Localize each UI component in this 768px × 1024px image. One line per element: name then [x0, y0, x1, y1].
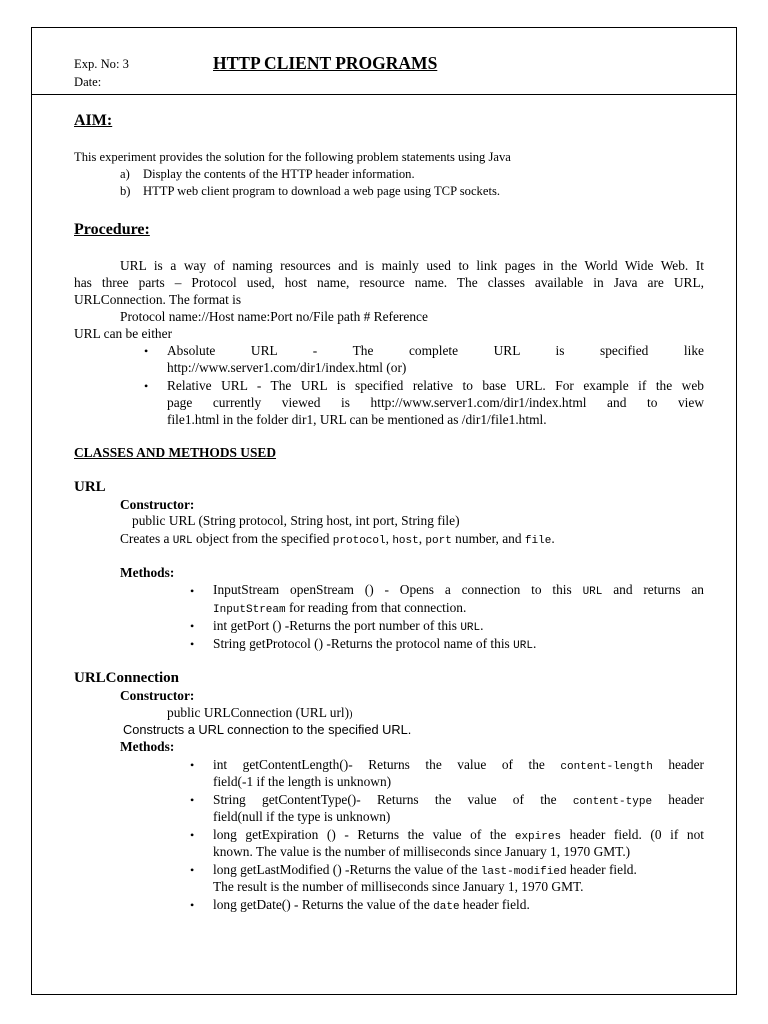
method-getexpiration-line2: known. The value is the number of milliseconds since January 1, 1970 GMT.): [213, 844, 631, 859]
url-heading: URL: [74, 479, 106, 495]
bullet-dot: •: [190, 584, 195, 598]
method-getcontentlength-line1: int getContentLength()- Returns the value of the content-length header: [213, 757, 704, 773]
url-constructor-label: Constructor:: [120, 497, 195, 512]
urlconnection-constructs: Constructs a URL connection to the specified URL.: [123, 722, 412, 737]
urlconnection-methods-label: Methods:: [120, 739, 175, 754]
procedure-heading: Procedure:: [74, 221, 150, 238]
aim-item-b-marker: b): [120, 184, 131, 198]
method-openstream-line1: InputStream openStream () - Opens a connection to this URL and returns an: [213, 582, 704, 598]
bullet-dot: •: [190, 828, 195, 842]
bullet-relative-line: file1.html in the folder dir1, URL can be mentioned as /dir1/file1.html.: [167, 412, 547, 427]
procedure-para-line: URL is a way of naming resources and is mainly used to link pages in the World Wide Web. It: [120, 258, 704, 273]
method-openstream-line2: InputStream for reading from that connection.: [213, 600, 467, 616]
bullet-dot: •: [144, 379, 149, 393]
method-getcontentlength-line2: field(-1 if the length is unknown): [213, 774, 392, 789]
bullet-dot: •: [190, 898, 195, 912]
aim-heading: AIM:: [74, 112, 113, 129]
method-getprotocol: String getProtocol () -Returns the protocol name of this URL.: [213, 636, 537, 652]
urlconnection-heading: URLConnection: [74, 670, 180, 686]
url-creates-description: Creates a URL object from the specified protocol, host, port number, and file.: [120, 531, 555, 547]
procedure-para-line: has three parts – Protocol used, host name, resource name. The classes available in Java are URL,: [74, 275, 704, 290]
date-label: Date:: [74, 75, 102, 89]
method-getlastmodified-line1: long getLastModified () -Returns the value of the last-modified header field.: [213, 862, 637, 878]
bullet-dot: •: [190, 637, 195, 651]
method-getexpiration-line1: long getExpiration () - Returns the value of the expires header field. (0 if not: [213, 827, 704, 843]
url-either: URL can be either: [74, 326, 173, 341]
bullet-dot: •: [190, 863, 195, 877]
method-getdate: long getDate() - Returns the value of the date header field.: [213, 897, 530, 913]
method-getport: int getPort () -Returns the port number of this URL.: [213, 618, 484, 634]
method-getcontenttype-line1: String getContentType()- Returns the value of the content-type header: [213, 792, 704, 808]
bullet-relative-line: Relative URL - The URL is specified relative to base URL. For example if the web: [167, 378, 704, 393]
urlconnection-constructor-label: Constructor:: [120, 688, 195, 703]
aim-item-b: HTTP web client program to download a web page using TCP sockets.: [143, 184, 500, 198]
bullet-dot: •: [190, 758, 195, 772]
bullet-dot: •: [144, 344, 149, 358]
bullet-dot: •: [190, 619, 195, 633]
header-divider: [31, 94, 737, 95]
url-constructor-signature: public URL (String protocol, String host, int port, String file): [132, 513, 460, 528]
bullet-dot: •: [190, 793, 195, 807]
url-format: Protocol name://Host name:Port no/File path # Reference: [120, 309, 428, 324]
exp-number: Exp. No: 3: [74, 57, 129, 71]
page-title: HTTP CLIENT PROGRAMS: [213, 53, 438, 73]
aim-item-a: Display the contents of the HTTP header information.: [143, 167, 415, 181]
classes-heading: CLASSES AND METHODS USED: [74, 445, 277, 460]
aim-item-a-marker: a): [120, 167, 130, 181]
procedure-para-line: URLConnection. The format is: [74, 292, 242, 307]
method-getcontenttype-line2: field(null if the type is unknown): [213, 809, 391, 824]
aim-intro: This experiment provides the solution for the following problem statements using Java: [74, 150, 511, 164]
url-methods-label: Methods:: [120, 565, 175, 580]
method-getlastmodified-line2: The result is the number of milliseconds since January 1, 1970 GMT.: [213, 879, 584, 894]
bullet-absolute-line: Absolute URL - The complete URL is specified like: [167, 343, 704, 358]
bullet-absolute-line: http://www.server1.com/dir1/index.html (or): [167, 360, 407, 375]
bullet-relative-line: page currently viewed is http://www.server1.com/dir1/index.html and to view: [167, 395, 704, 410]
urlconnection-constructor-signature: public URLConnection (URL url)): [167, 705, 353, 720]
